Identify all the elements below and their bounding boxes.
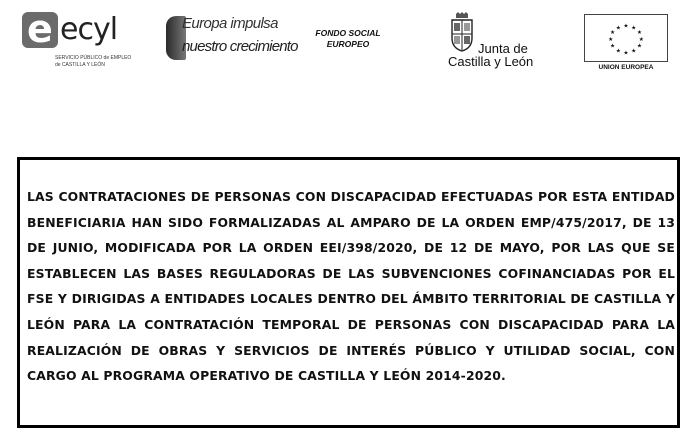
svg-text:★: ★ — [610, 43, 616, 50]
svg-text:★: ★ — [636, 43, 642, 50]
svg-text:★: ★ — [615, 25, 621, 32]
fse-line1: FONDO SOCIAL — [315, 28, 381, 38]
europa-impulsa-line1: Europa impulsa — [182, 15, 278, 32]
logo-header — [0, 0, 692, 80]
junta-line2: Castilla y León — [448, 54, 534, 69]
svg-text:★: ★ — [636, 30, 642, 37]
svg-text:★: ★ — [608, 36, 614, 43]
svg-text:★: ★ — [623, 50, 629, 57]
svg-text:★: ★ — [623, 23, 629, 30]
europa-impulsa-line2: nuestro crecimiento — [182, 38, 298, 55]
fondo-social-europeo-logo — [308, 28, 388, 52]
subsidy-notice-text: LAS CONTRATACIONES DE PERSONAS CON DISCAPACIDAD EFECTUADAS POR ESTA ENTIDAD BENEFICIARIA HAN SIDO FORMALIZADAS AL AMPARO DE LA ORDEN EMP/475/2017, DE 13 DE JUNIO, MODIFICADA POR LA ORDEN EEI/398/2020, DE 12 DE MAYO, POR LAS QUE SE ESTABLECEN LAS BASES REGULADORAS DE LAS SUBVENCIONES COFINANCIADAS POR EL FSE Y DIRIGIDAS A ENTIDADES LOCALES DENTRO DEL ÁMBITO TERRITORIAL DE CASTILLA Y LEÓN PARA LA CONTRATACIÓN TEMPORAL DE PERSONAS CON DISCAPACIDAD PARA LA REALIZACIÓN DE OBRAS Y SERVICIOS DE INTERÉS PÚBLICO Y UTILIDAD SOCIAL, CON CARGO AL PROGRAMA OPERATIVO DE CASTILLA Y LEÓN 2014-2020. — [27, 189, 675, 384]
ue-caption: UNION EUROPEA — [598, 64, 654, 71]
ecyl-logo — [22, 7, 132, 68]
ecyl-subtitle-line2: de CASTILLA Y LEÓN — [55, 62, 105, 68]
junta-shield-icon — [450, 12, 474, 52]
subsidy-notice-box — [17, 157, 680, 428]
ecyl-subtitle-line1: SERVICIO PÚBLICO de EMPLEO — [55, 55, 132, 61]
ecyl-logo-name: ecyl — [60, 12, 118, 47]
svg-text:★: ★ — [610, 30, 616, 37]
fse-line2: EUROPEO — [326, 39, 370, 49]
svg-text:★: ★ — [631, 48, 637, 55]
svg-text:★: ★ — [638, 36, 644, 43]
svg-text:★: ★ — [615, 48, 621, 55]
ecyl-logo-icon: e — [22, 12, 58, 48]
svg-text:★: ★ — [631, 25, 637, 32]
junta-castilla-leon-logo — [444, 12, 540, 72]
union-europea-logo — [584, 14, 668, 72]
eu-flag-icon — [584, 14, 668, 62]
junta-line1: Junta de — [478, 41, 528, 56]
europa-impulsa-logo — [166, 14, 298, 64]
